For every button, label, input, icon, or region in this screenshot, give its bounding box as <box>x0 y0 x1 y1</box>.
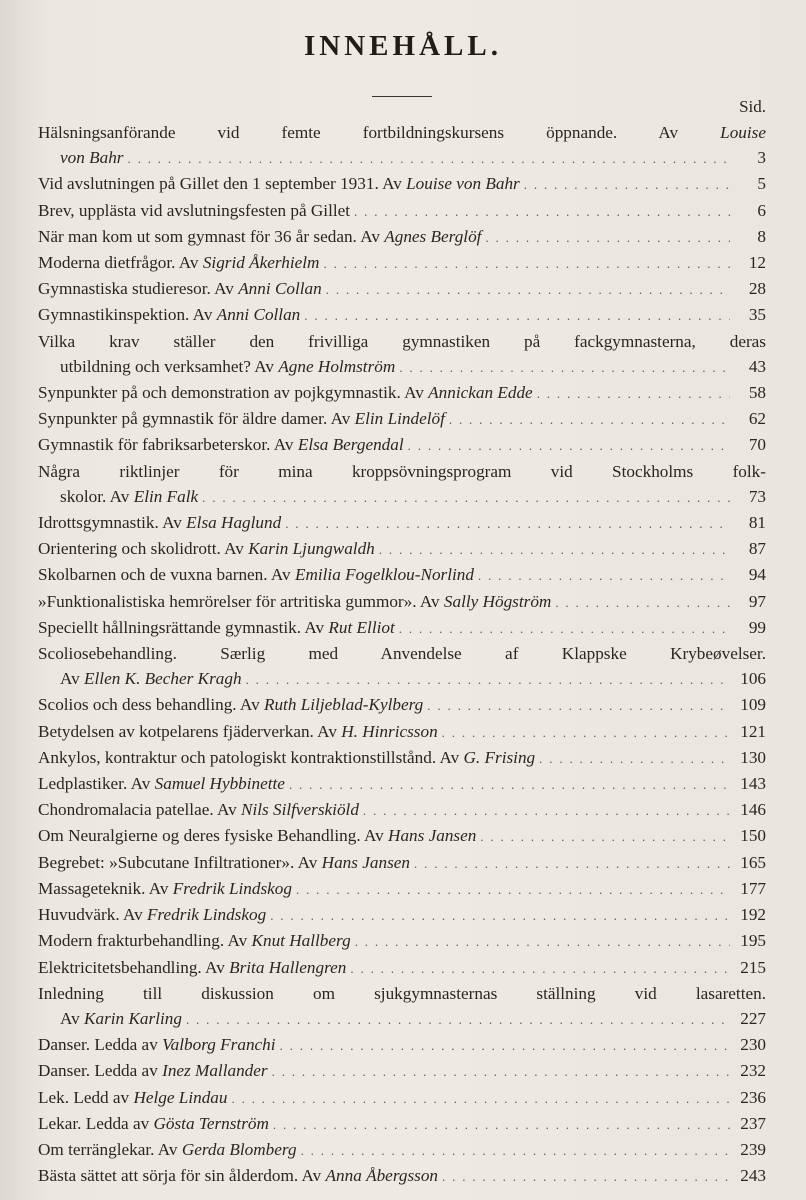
toc-entry-page-number: 73 <box>748 486 766 506</box>
toc-entry-page-number: 232 <box>740 1061 766 1081</box>
toc-entry-author: Hans Jansen <box>388 826 477 846</box>
toc-entry-line <box>38 276 766 302</box>
toc-entry-first-text: Inledning till diskussion om sjukgymnasternas ställning vid lasaretten. <box>38 983 766 1003</box>
toc-entry-page-number: 227 <box>740 1008 766 1028</box>
toc-entry-text <box>38 432 404 457</box>
toc-entry-title: Brev, upplästa vid avslutningsfesten på Gillet <box>38 200 351 220</box>
toc-entry <box>38 171 766 197</box>
toc-entry-first-text: Vilka krav ställer den frivilliga gymnastiken på fackgymnasterna, deras <box>38 331 766 351</box>
toc-entry-leader-dots <box>273 1112 730 1137</box>
toc-entry-line <box>38 823 766 849</box>
toc-entry-text <box>38 406 445 431</box>
toc-entry-line <box>38 928 766 954</box>
toc-entry-leader-dots <box>202 485 730 510</box>
toc-entry-page-number: 28 <box>748 279 766 299</box>
toc-entry-page-number: 70 <box>748 435 766 455</box>
toc-entry-text <box>38 1111 269 1136</box>
toc-entry-line <box>38 1163 766 1189</box>
toc-entry <box>38 928 766 954</box>
toc-entry-leader-dots <box>555 590 730 615</box>
toc-entry-page-number: 165 <box>740 852 766 872</box>
toc-entry <box>38 797 766 823</box>
toc-entry-line <box>38 771 766 797</box>
toc-entry-page-number: 237 <box>740 1113 766 1133</box>
toc-entry-leader-dots <box>539 746 730 771</box>
toc-entry-line <box>38 797 766 823</box>
toc-entry-line <box>38 171 766 197</box>
toc-entry-title: Scolios och dess behandling. Av <box>38 695 264 715</box>
toc-entry-text <box>38 745 535 770</box>
toc-entry <box>38 823 766 849</box>
toc-entry-author: G. Frising <box>463 747 536 767</box>
toc-entry-author: Anni Collan <box>238 279 322 299</box>
toc-entry-title: Bästa sättet att sörja för sin ålderdom. Av <box>38 1166 326 1186</box>
toc-entry-line <box>38 589 766 615</box>
toc-entry-line <box>38 406 766 432</box>
toc-entry-page-number: 5 <box>757 174 766 194</box>
toc-entry-leader-dots <box>128 146 731 171</box>
toc-entry-leader-dots <box>478 563 730 588</box>
toc-entry-line <box>38 1085 766 1111</box>
toc-entry-line <box>38 432 766 458</box>
toc-entry-first-line <box>38 120 766 145</box>
toc-entry-author: Nils Silfverskiöld <box>241 800 359 820</box>
toc-entry-author: Agne Holmström <box>278 356 396 376</box>
toc-entry-line <box>38 1032 766 1058</box>
toc-entry-line <box>38 615 766 641</box>
toc-entry-line <box>38 562 766 588</box>
toc-entry-leader-dots <box>232 1086 731 1111</box>
toc-entry-text <box>38 850 410 875</box>
toc-entry-leader-dots <box>363 798 730 823</box>
toc-entry-page-number: 243 <box>740 1166 766 1186</box>
toc-entry-text <box>60 484 198 509</box>
toc-entry-leader-dots <box>326 277 730 302</box>
toc-entry-author: Agnes Berglöf <box>384 226 482 246</box>
toc-entry-page-number: 109 <box>740 695 766 715</box>
toc-entry-author: von Bahr <box>60 148 124 168</box>
toc-entry-title: Gymnastik för fabriksarbeterskor. Av <box>38 435 298 455</box>
toc-entry-title: Modern frakturbehandling. Av <box>38 931 252 951</box>
toc-entry-text <box>38 250 319 275</box>
toc-entry-text <box>38 1085 228 1110</box>
toc-entry-text <box>60 1006 182 1031</box>
toc-entry <box>38 302 766 328</box>
toc-entry-leader-dots <box>537 381 730 406</box>
toc-entry-author: Hans Jansen <box>321 852 410 872</box>
toc-entry-page-number: 106 <box>740 669 766 689</box>
toc-entry-page-number: 6 <box>757 200 766 220</box>
toc-entry-leader-dots <box>399 355 730 380</box>
toc-entry <box>38 120 766 171</box>
toc-entry-line <box>38 510 766 536</box>
toc-entry-page-number: 87 <box>748 539 766 559</box>
toc-entry-leader-dots <box>301 1138 730 1163</box>
toc-entry <box>38 745 766 771</box>
toc-entry-author: Anna Åbergsson <box>325 1166 439 1186</box>
toc-entry-page-number: 192 <box>740 905 766 925</box>
toc-entry-first-line <box>38 329 766 354</box>
toc-entry <box>38 1137 766 1163</box>
toc-entry-title: Gymnastiska studieresor. Av <box>38 279 239 299</box>
toc-entry-leader-dots <box>350 956 730 981</box>
toc-entry-title: Huvudvärk. Av <box>38 905 147 925</box>
toc-entry-page-number: 35 <box>748 305 766 325</box>
toc-entry-text <box>38 615 395 640</box>
toc-entry-title: Orientering och skolidrott. Av <box>38 539 249 559</box>
toc-entry <box>38 1085 766 1111</box>
toc-entry-leader-dots <box>246 667 730 692</box>
toc-entry-title: Synpunkter på gymnastik för äldre damer. Av <box>38 409 355 429</box>
toc-entry-text <box>38 771 285 796</box>
toc-entry-title: Skolbarnen och de vuxna barnen. Av <box>38 565 295 585</box>
toc-entry-line <box>38 380 766 406</box>
toc-entry-page-number: 81 <box>748 513 766 533</box>
toc-entry-leader-dots <box>427 693 730 718</box>
toc-entry-line <box>38 955 766 981</box>
toc-entry <box>38 510 766 536</box>
toc-entry <box>38 981 766 1032</box>
toc-entry-author: Karin Ljungwaldh <box>248 539 375 559</box>
toc-entry <box>38 955 766 981</box>
toc-entry-page-number: 43 <box>748 356 766 376</box>
toc-entry-title: Om terränglekar. Av <box>38 1139 182 1159</box>
toc-entry-author: Inez Mallander <box>162 1061 268 1081</box>
toc-entry-author: Anni Collan <box>216 305 301 325</box>
toc-entry-title: Massageteknik. Av <box>38 878 173 898</box>
toc-entry-line <box>38 536 766 562</box>
toc-entry-page-number: 236 <box>740 1087 766 1107</box>
page-column-header: Sid. <box>739 97 766 116</box>
toc-entry-leader-dots <box>355 929 730 954</box>
toc-entry <box>38 771 766 797</box>
toc-entry-text <box>38 1032 276 1057</box>
toc-entry-leader-dots <box>186 1007 730 1032</box>
toc-entry-leader-dots <box>289 772 730 797</box>
toc-entry-leader-dots <box>408 433 730 458</box>
toc-entry-title: Ledplastiker. Av <box>38 774 155 794</box>
toc-entry-text <box>38 876 292 901</box>
toc-entry-line <box>38 145 766 171</box>
toc-entry-author: Karin Karling <box>84 1008 182 1028</box>
toc-entry-author: Fredrik Lindskog <box>147 905 267 925</box>
toc-entry-first-text: Några riktlinjer för mina kroppsövningsprogram vid Stockholms folk- <box>38 461 766 481</box>
toc-entry-text <box>38 1163 438 1188</box>
toc-entry-leader-dots <box>272 1059 730 1084</box>
toc-entry <box>38 198 766 224</box>
toc-entry-line <box>38 198 766 224</box>
toc-entry-title: Danser. Ledda av <box>38 1035 163 1055</box>
toc-entry-title: Betydelsen av kotpelarens fjäderverkan. Av <box>38 721 342 741</box>
toc-entry-line <box>38 876 766 902</box>
toc-entry <box>38 641 766 692</box>
toc-entry-text <box>38 902 266 927</box>
toc-entry <box>38 615 766 641</box>
toc-entry-title: Danser. Ledda av <box>38 1061 163 1081</box>
toc-entry-text <box>38 955 346 980</box>
toc-entry <box>38 536 766 562</box>
toc-entry-line <box>38 1006 766 1032</box>
toc-entry-author: Emilia Fogelklou-Norlind <box>294 565 474 585</box>
toc-entry-text <box>38 589 551 614</box>
toc-entry-leader-dots <box>280 1033 730 1058</box>
toc-entry-author: Knut Hallberg <box>251 931 351 951</box>
toc-entry-title: Lek. Ledd av <box>38 1087 134 1107</box>
toc-entry-author: H. Hinricsson <box>341 721 438 741</box>
toc-entry <box>38 589 766 615</box>
toc-entry-text <box>38 302 300 327</box>
toc-entry-author: Gösta Ternström <box>153 1113 269 1133</box>
toc-entry-author: Annickan Edde <box>428 383 533 403</box>
toc-entry-first-text: Scoliosebehandling. Særlig med Anvendelse af Klappske Krybeøvelser. <box>38 644 766 664</box>
toc-entry-title: Lekar. Ledda av <box>38 1113 154 1133</box>
toc-entry-line <box>38 902 766 928</box>
toc-entry-text <box>60 145 124 170</box>
toc-entry-page-number: 150 <box>740 826 766 846</box>
toc-entry-text <box>38 1058 268 1083</box>
page-title: INNEHÅLL. <box>304 30 502 62</box>
toc-entry-title: Ankylos, kontraktur och patologiskt kontraktionstillstånd. Av <box>38 747 464 767</box>
toc-entry <box>38 692 766 718</box>
toc-entry <box>38 1032 766 1058</box>
toc-entry-leader-dots <box>323 251 730 276</box>
toc-entry-leader-dots <box>285 511 730 536</box>
toc-entry-leader-dots <box>354 199 730 224</box>
toc-entry-text <box>60 666 242 691</box>
toc-entry-title: Gymnastikinspektion. Av <box>38 305 217 325</box>
toc-entry-first-text: Hälsningsanförande vid femte fortbildningskursens öppnande. Av <box>38 123 721 142</box>
toc-entry-text <box>38 562 474 587</box>
toc-entry-leader-dots <box>442 1164 730 1189</box>
toc-entry-title: Synpunkter på och demonstration av pojkgymnastik. Av <box>38 383 429 403</box>
toc-entry <box>38 276 766 302</box>
toc-entry-leader-dots <box>296 877 730 902</box>
toc-entry-line <box>38 850 766 876</box>
toc-entry <box>38 459 766 510</box>
toc-entry-page-number: 58 <box>748 383 766 403</box>
toc-entry-leader-dots <box>414 851 730 876</box>
toc-entry-page-number: 230 <box>740 1035 766 1055</box>
toc-entry-line <box>38 692 766 718</box>
toc-entry-page-number: 146 <box>740 800 766 820</box>
toc-entry <box>38 329 766 380</box>
toc-entry <box>38 562 766 588</box>
toc-entry-text <box>38 823 476 848</box>
toc-entry-text <box>38 928 351 953</box>
toc-entry-page-number: 130 <box>740 747 766 767</box>
toc-entry-line <box>38 666 766 692</box>
toc-entry-text <box>38 797 359 822</box>
toc-entry-first-author: Louise <box>720 123 766 142</box>
toc-entry-title: När man kom ut som gymnast för 36 år sedan. Av <box>38 226 385 246</box>
toc-entry-line <box>38 1111 766 1137</box>
toc-entry <box>38 1111 766 1137</box>
toc-entry-title: Av <box>60 1008 85 1028</box>
toc-entry-leader-dots <box>485 225 730 250</box>
table-of-contents <box>38 120 766 1189</box>
toc-entry-title: skolor. Av <box>60 486 134 506</box>
toc-entry-line <box>38 1137 766 1163</box>
toc-entry-leader-dots <box>270 903 730 928</box>
toc-entry-author: Rut Elliot <box>328 617 395 637</box>
toc-entry <box>38 719 766 745</box>
toc-entry-author: Helge Lindau <box>133 1087 228 1107</box>
toc-entry <box>38 902 766 928</box>
toc-entry-author: Samuel Hybbinette <box>154 774 285 794</box>
toc-entry-author: Fredrik Lindskog <box>172 878 292 898</box>
toc-entry-title: »Funktionalistiska hemrörelser för artritiska gummor». Av <box>38 591 444 611</box>
toc-entry-line <box>38 745 766 771</box>
title-rule <box>372 96 432 97</box>
toc-entry-page-number: 121 <box>740 721 766 741</box>
toc-entry-leader-dots <box>304 303 730 328</box>
toc-entry-title: Vid avslutningen på Gillet den 1 september 1931. Av <box>38 174 407 194</box>
toc-entry-author: Louise von Bahr <box>406 174 520 194</box>
toc-entry <box>38 876 766 902</box>
toc-entry-author: Sally Högström <box>443 591 552 611</box>
toc-entry-page-number: 8 <box>757 226 766 246</box>
toc-entry-title: Moderna dietfrågor. Av <box>38 253 203 273</box>
toc-entry-leader-dots <box>442 720 730 745</box>
toc-entry-page-number: 177 <box>740 878 766 898</box>
toc-entry-leader-dots <box>524 172 730 197</box>
toc-entry-text <box>38 719 438 744</box>
toc-entry-author: Ruth Liljeblad-Kylberg <box>263 695 424 715</box>
toc-entry-line <box>38 1058 766 1084</box>
toc-entry-title: Speciellt hållningsrättande gymnastik. Av <box>38 617 329 637</box>
toc-entry <box>38 850 766 876</box>
toc-entry-author: Elsa Bergendal <box>297 435 404 455</box>
toc-entry-author: Valborg Franchi <box>162 1035 276 1055</box>
toc-entry <box>38 224 766 250</box>
toc-entry-first-line <box>38 641 766 666</box>
toc-entry <box>38 406 766 432</box>
toc-entry-page-number: 99 <box>748 617 766 637</box>
toc-entry-page-number: 3 <box>757 148 766 168</box>
toc-entry-leader-dots <box>480 824 730 849</box>
toc-entry-title: Begrebet: »Subcutane Infiltrationer». Av <box>38 852 322 872</box>
toc-entry-page-number: 97 <box>748 591 766 611</box>
toc-entry-title: Av <box>60 669 85 689</box>
toc-entry-text <box>38 198 350 223</box>
toc-entry-leader-dots <box>449 407 730 432</box>
toc-entry-page-number: 195 <box>740 931 766 951</box>
toc-entry-leader-dots <box>379 537 730 562</box>
toc-entry-line <box>38 224 766 250</box>
toc-entry-line <box>38 302 766 328</box>
toc-entry-text <box>38 171 520 196</box>
toc-entry-page-number: 239 <box>740 1139 766 1159</box>
toc-entry-text <box>38 536 375 561</box>
toc-entry <box>38 1163 766 1189</box>
toc-entry-line <box>38 484 766 510</box>
toc-entry-author: Sigrid Åkerhielm <box>202 253 320 273</box>
toc-entry-text <box>38 1137 297 1162</box>
toc-entry-author: Elin Falk <box>133 486 199 506</box>
toc-entry-title: Elektricitetsbehandling. Av <box>38 957 230 977</box>
toc-entry-title: Chondromalacia patellae. Av <box>38 800 241 820</box>
toc-entry-text <box>38 380 533 405</box>
toc-entry <box>38 1058 766 1084</box>
toc-entry-page-number: 94 <box>748 565 766 585</box>
toc-entry <box>38 432 766 458</box>
toc-entry-text <box>38 276 322 301</box>
toc-entry-text <box>38 692 423 717</box>
toc-entry-title: Idrottsgymnastik. Av <box>38 513 187 533</box>
toc-entry-line <box>38 719 766 745</box>
toc-entry-page-number: 215 <box>740 957 766 977</box>
toc-entry <box>38 380 766 406</box>
toc-entry <box>38 250 766 276</box>
toc-entry-first-line <box>38 459 766 484</box>
toc-entry-title: Om Neuralgierne og deres fysiske Behandling. Av <box>38 826 389 846</box>
toc-entry-first-line <box>38 981 766 1006</box>
toc-entry-page-number: 143 <box>740 774 766 794</box>
toc-entry-page-number: 62 <box>748 409 766 429</box>
toc-entry-author: Elsa Haglund <box>186 513 282 533</box>
toc-entry-text <box>60 354 395 379</box>
toc-entry-author: Gerda Blomberg <box>181 1139 297 1159</box>
toc-entry-author: Brita Hallengren <box>229 957 347 977</box>
toc-entry-author: Ellen K. Becher Kragh <box>84 669 242 689</box>
toc-entry-line <box>38 250 766 276</box>
toc-entry-author: Elin Lindelöf <box>354 409 445 429</box>
toc-entry-title: utbildning och verksamhet? Av <box>60 356 279 376</box>
toc-entry-page-number: 12 <box>748 253 766 273</box>
toc-entry-line <box>38 354 766 380</box>
toc-entry-leader-dots <box>399 616 730 641</box>
toc-entry-text <box>38 224 481 249</box>
toc-entry-text <box>38 510 281 535</box>
